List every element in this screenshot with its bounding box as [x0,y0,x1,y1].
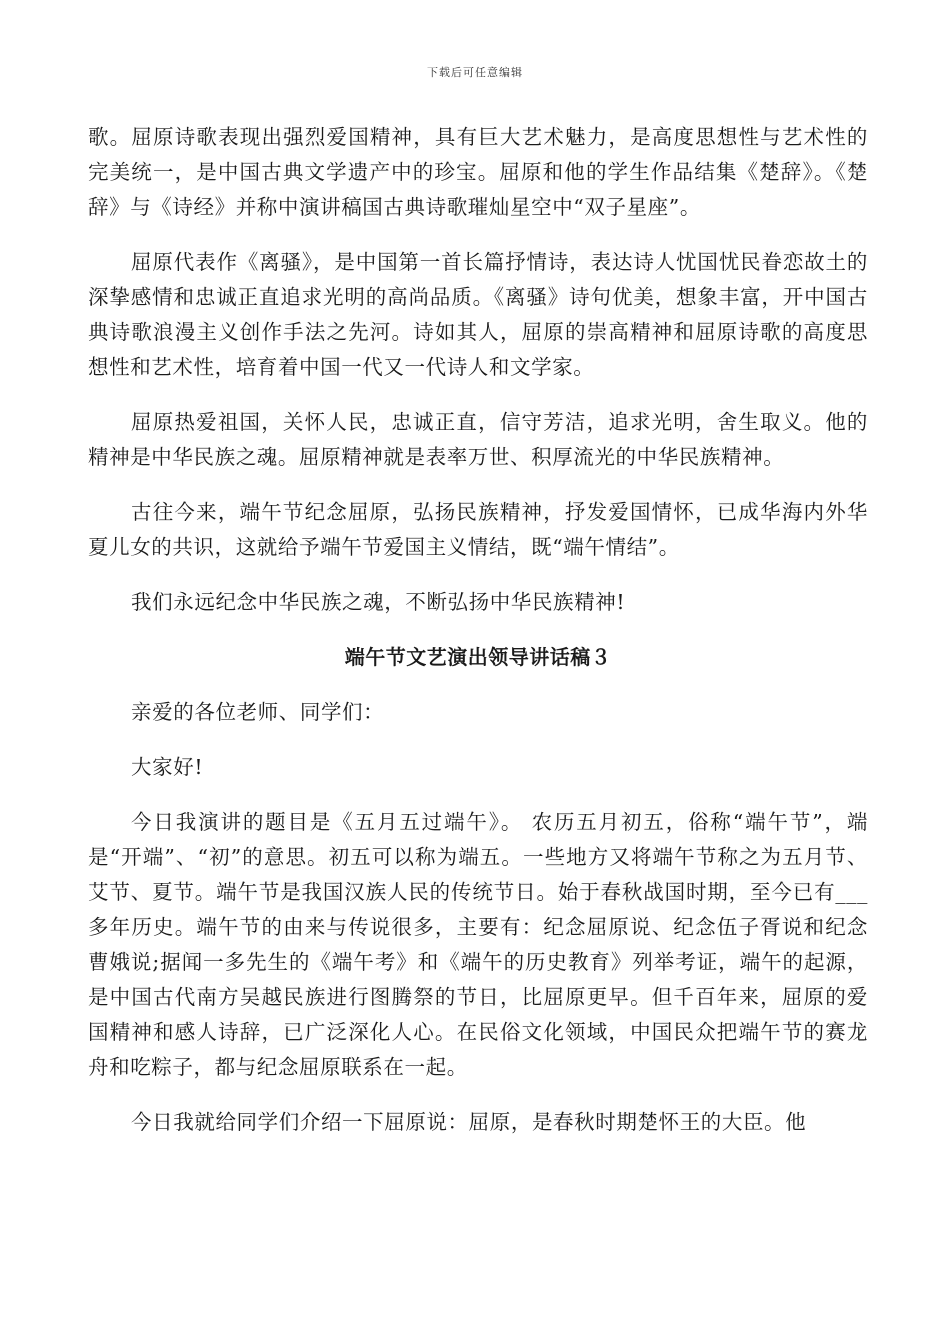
paragraph-4: 古往今来，端午节纪念屈原，弘扬民族精神，抒发爱国情怀，已成华海内外华夏儿女的共识，这就给予端午节爱国主义情结，既“端午情结”。 [88,500,868,559]
paragraph-hello: 大家好! [131,755,204,779]
paragraph-2: 屈原代表作《离骚》，是中国第一首长篇抒情诗，表达诗人忧国忧民眷恋故土的深挚感情和忠诚正直追求光明的高尚品质。《离骚》诗句优美，想象丰富，开中国古典诗歌浪漫主义创作手法之先河。诗如其人，屈原的崇高精神和屈原诗歌的高度思想性和艺术性，培育着中国一代又一代诗人和文学家。 [88,250,868,379]
paragraph-quyuan-intro: 今日我就给同学们介绍一下屈原说：屈原，是春秋时期楚怀王的大臣。他 [131,1110,807,1134]
paragraph-1: 歌。屈原诗歌表现出强烈爱国精神，具有巨大艺术魅力，是高度思想性与艺术性的完美统一，是中国古典文学遗产中的珍宝。屈原和他的学生作品结集《楚辞》。《楚辞》与《诗经》并称中演讲稿国古典诗歌璀灿星空中“双子星座”。 [88,125,868,219]
paragraph-speech-topic: 今日我演讲的题目是《五月五过端午》。 农历五月初五，俗称“端午节”，端是“开端”、“初”的意思。初五可以称为端五。一些地方又将端午节称之为五月节、艾节、夏节。端午节是我国汉族人民的传统节日。始于春秋战国时期，至今已有___多年历史。端午节的由来与传说很多，主要有：纪念屈原说、纪念伍子胥说和纪念曹娥说;据闻一多先生的《端午考》和《端午的历史教育》列举考证，端午的起源，是中国古代南方吴越民族进行图腾祭的节日，比屈原更早。但千百年来，屈原的爱国精神和感人诗辞，已广泛深化人心。在民俗文化领域，中国民众把端午节的赛龙舟和吃粽子，都与纪念屈原联系在一起。 [88,810,868,1079]
document-body [88,120,868,1160]
paragraph-5: 我们永远纪念中华民族之魂，不断弘扬中华民族精神! [131,590,626,614]
paragraph-greeting: 亲爱的各位老师、同学们： [131,700,385,724]
header-note: 下载后可任意编辑 [427,66,523,79]
paragraph-3: 屈原热爱祖国，关怀人民，忠诚正直，信守芳洁，追求光明，舍生取义。他的精神是中华民族之魂。屈原精神就是表率万世、积厚流光的中华民族精神。 [88,410,868,469]
section-title: 端午节文艺演出领导讲话稿３ [344,645,612,669]
